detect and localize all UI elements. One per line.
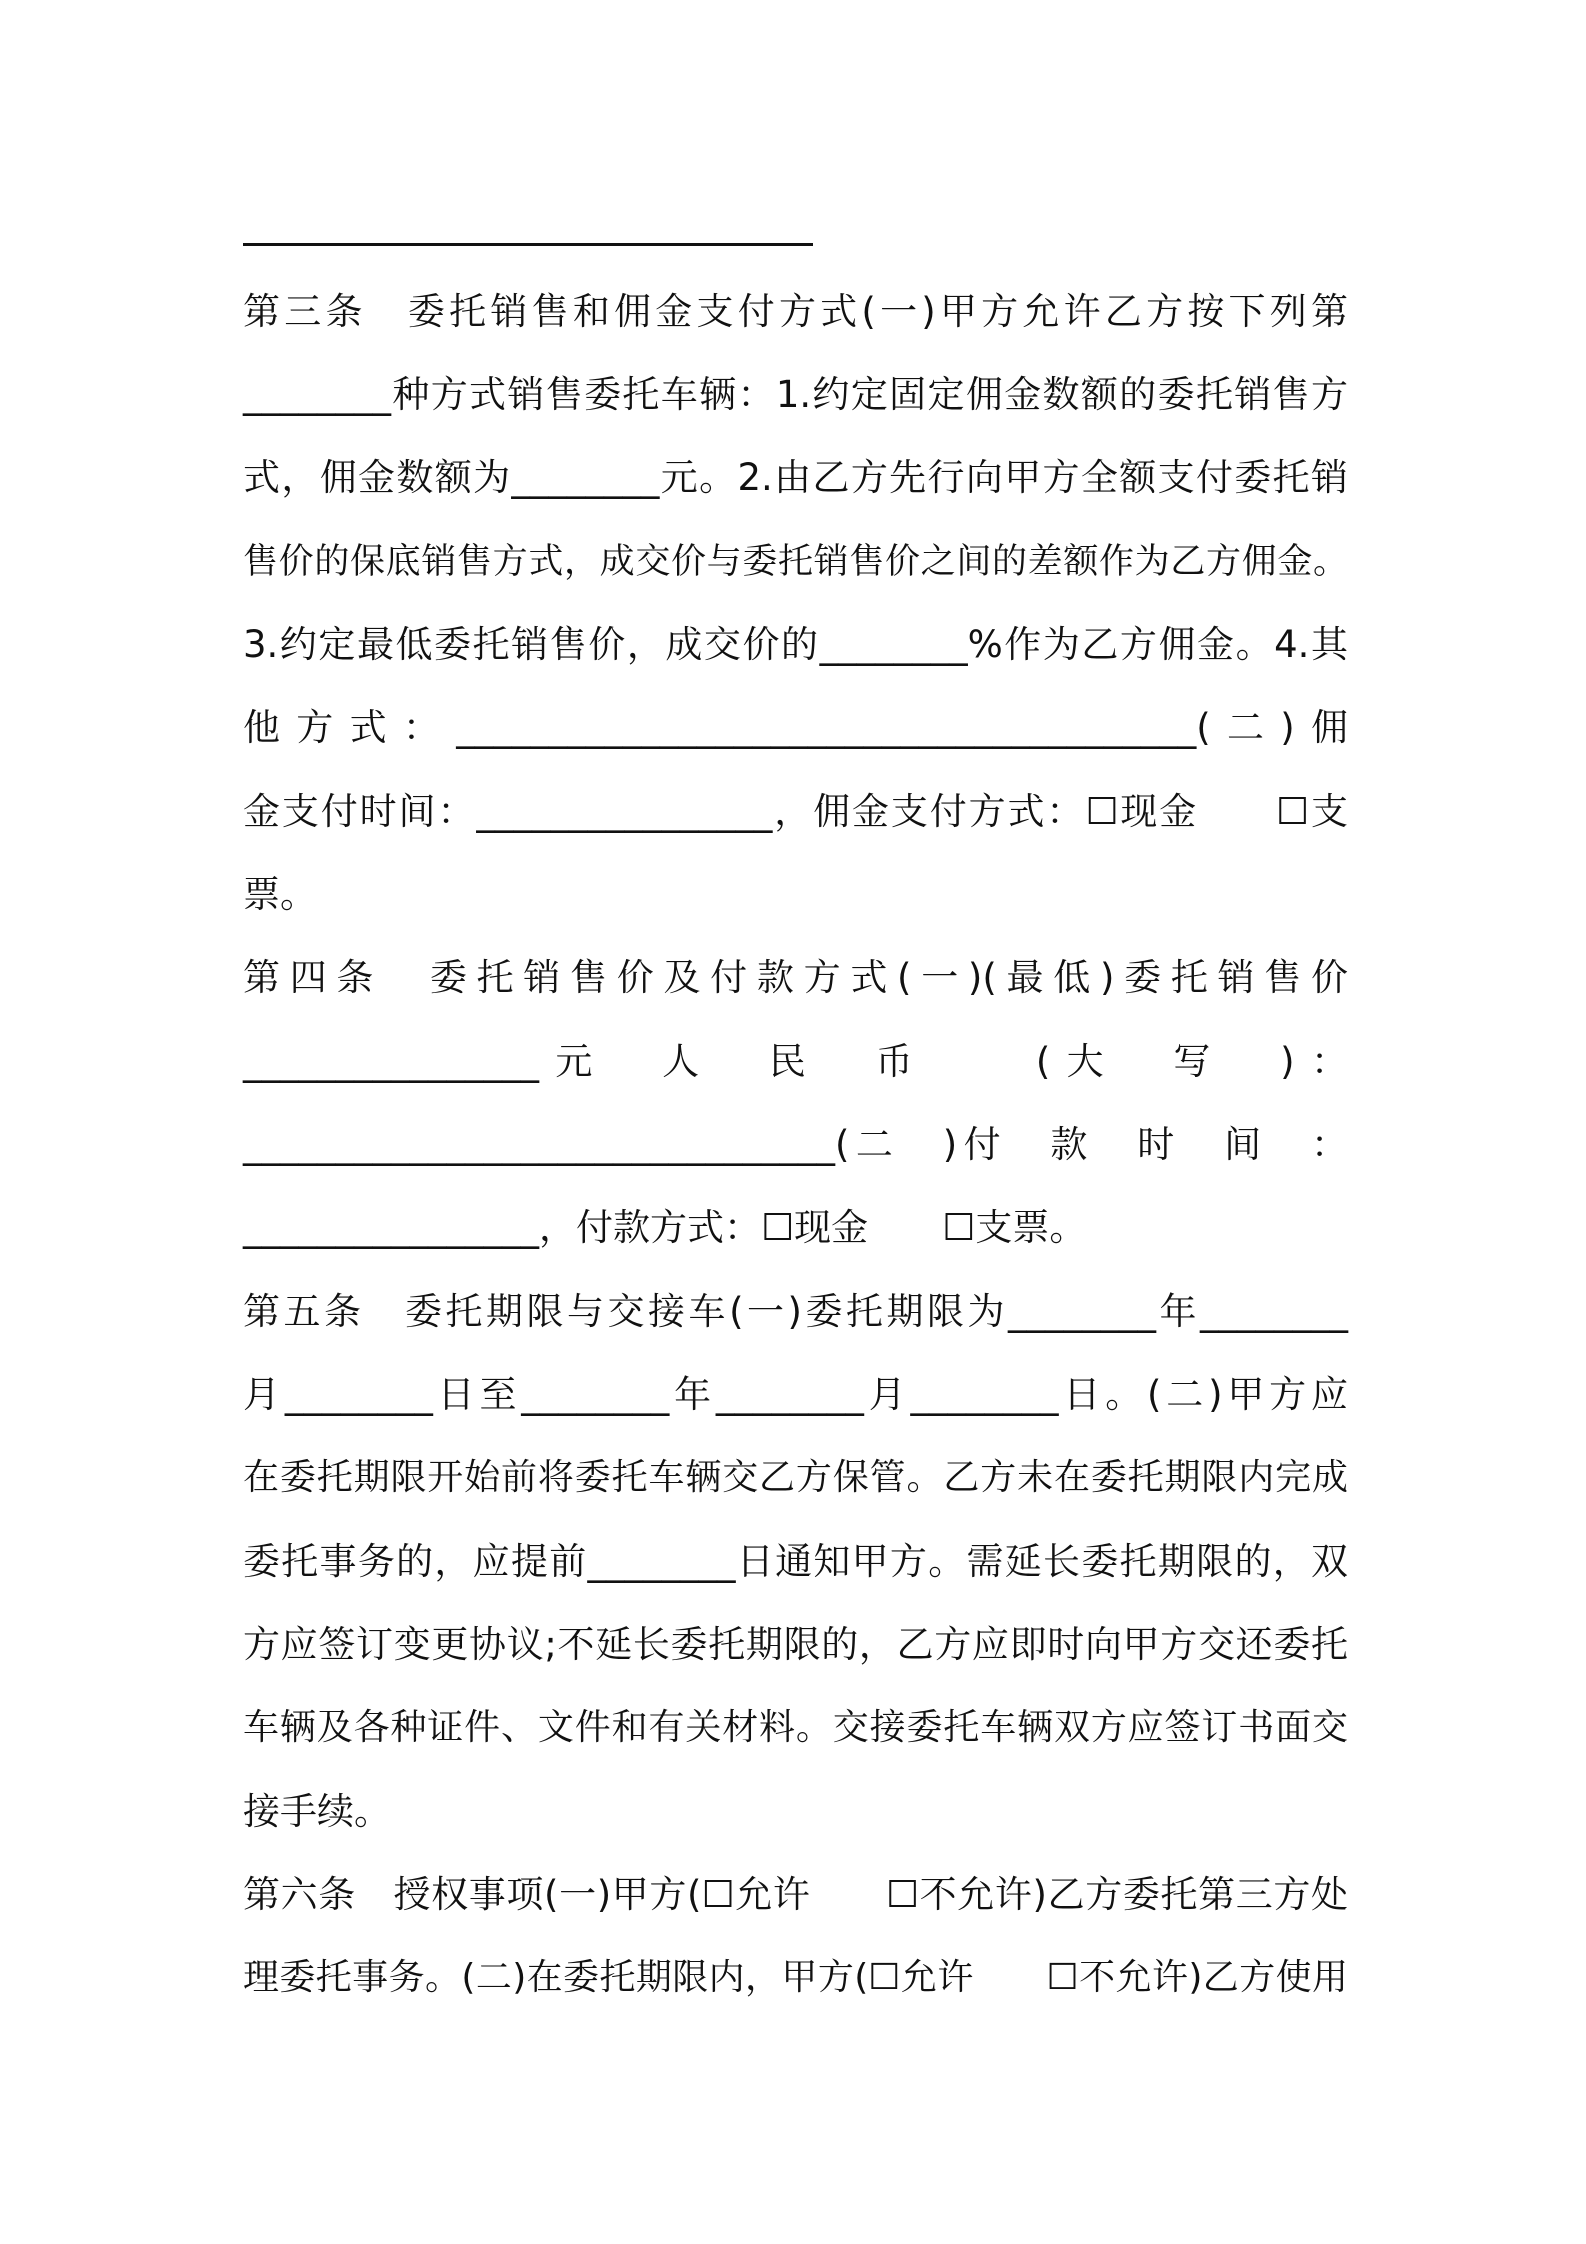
top-fill-line <box>243 243 813 246</box>
article-3-line-7: 金支付时间：________________，佣金支付方式：☐现金 ☐支 <box>243 790 1348 833</box>
article-3-line-1: 第三条 委托销售和佣金支付方式(一)甲方允许乙方按下列第 <box>243 290 1348 333</box>
article-4-line-1: 第四条 委托销售价及付款方式(一)(最低)委托销售价 <box>243 956 1348 999</box>
article-5-line-5: 方应签订变更协议;不延长委托期限的，乙方应即时向甲方交还委托 <box>243 1623 1348 1666</box>
article-6-line-1: 第六条 授权事项(一)甲方(☐允许 ☐不允许)乙方委托第三方处 <box>243 1873 1348 1916</box>
article-5-line-2: 月________日至________年________月________日。(二)甲方应 <box>243 1373 1348 1416</box>
article-5-line-6: 车辆及各种证件、文件和有关材料。交接委托车辆双方应签订书面交 <box>243 1707 1348 1748</box>
article-4-line-2: ________________元 人 民 币 (大 写 )： <box>243 1040 1348 1083</box>
article-5-line-1: 第五条 委托期限与交接车(一)委托期限为________年________ <box>243 1290 1348 1333</box>
article-3-line-6: 他方式：________________________________________(二)佣 <box>243 706 1348 749</box>
article-3-line-3: 式，佣金数额为________元。2.由乙方先行向甲方全额支付委托销 <box>243 456 1348 499</box>
article-5-line-7: 接手续。 <box>243 1790 391 1833</box>
article-6-line-2: 理委托事务。(二)在委托期限内，甲方(☐允许 ☐不允许)乙方使用 <box>243 1957 1348 1998</box>
article-4-line-4: ________________，付款方式：☐现金 ☐支票。 <box>243 1206 1087 1249</box>
article-5-line-3: 在委托期限开始前将委托车辆交乙方保管。乙方未在委托期限内完成 <box>243 1457 1348 1498</box>
article-4-line-3: ________________________________(二 )付 款 时 间 ： <box>243 1123 1348 1166</box>
article-3-line-4: 售价的保底销售方式，成交价与委托销售价之间的差额作为乙方佣金。 <box>243 542 1348 582</box>
article-3-line-5: 3.约定最低委托销售价，成交价的________%作为乙方佣金。4.其 <box>243 623 1348 666</box>
article-5-line-4: 委托事务的，应提前________日通知甲方。需延长委托期限的，双 <box>243 1540 1348 1583</box>
article-3-line-2: ________种方式销售委托车辆：1.约定固定佣金数额的委托销售方 <box>243 373 1348 416</box>
article-3-line-8: 票。 <box>243 873 317 916</box>
